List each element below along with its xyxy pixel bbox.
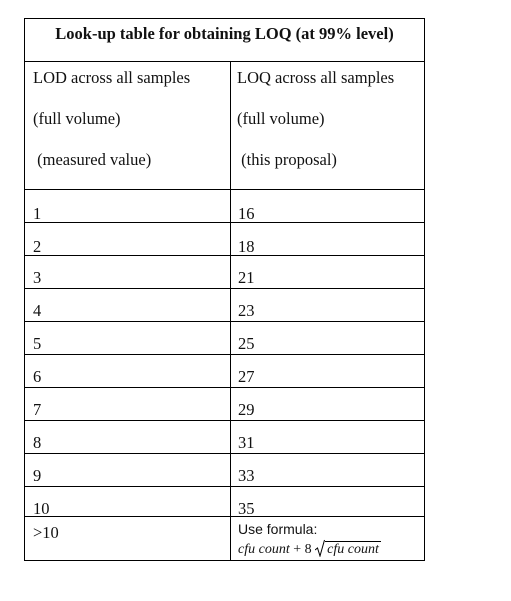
lod-cell: 6 <box>25 355 231 387</box>
header-loq-line-2: (full volume) <box>237 109 325 128</box>
table-row <box>25 454 424 487</box>
lod-cell: 2 <box>25 223 231 255</box>
table-title: Look-up table for obtaining LOQ (at 99% level) <box>25 19 424 62</box>
header-lod <box>25 62 231 190</box>
formula-root: cfu count <box>327 542 379 557</box>
header-loq <box>231 62 424 190</box>
loq-cell: 33 <box>238 466 255 485</box>
loq-cell: 21 <box>238 268 255 287</box>
loq-cell: 23 <box>238 301 255 320</box>
formula-label: Use formula: <box>238 521 318 537</box>
header-loq-line-1: LOQ across all samples <box>237 68 395 87</box>
lod-cell: 5 <box>25 322 231 354</box>
loq-formula-cell <box>231 517 424 560</box>
table-row <box>25 223 424 256</box>
loq-cell: 31 <box>238 433 255 452</box>
table-row <box>25 322 424 355</box>
table-row <box>25 487 424 517</box>
table-row <box>25 421 424 454</box>
lod-cell: 4 <box>25 289 231 321</box>
loq-formula <box>238 539 381 558</box>
formula-term: cfu count <box>238 542 290 557</box>
lod-cell: 3 <box>25 256 231 288</box>
loq-cell: 18 <box>238 237 255 256</box>
table-row <box>25 289 424 322</box>
table-row <box>25 388 424 421</box>
lod-cell: 7 <box>25 388 231 420</box>
header-lod-line-2: (full volume) <box>33 109 121 128</box>
loq-cell: 35 <box>238 499 255 518</box>
header-lod-line-3: (measured value) <box>33 150 152 169</box>
loq-cell: 27 <box>238 367 255 386</box>
lod-cell: 1 <box>25 190 231 222</box>
lod-cell: 8 <box>25 421 231 453</box>
square-root-icon <box>315 539 381 558</box>
loq-lookup-table <box>24 18 425 561</box>
formula-operator: + 8 <box>293 542 312 557</box>
loq-cell: 25 <box>238 334 255 353</box>
header-loq-line-3: (this proposal) <box>237 150 337 169</box>
table-row <box>25 190 424 223</box>
lod-cell: >10 <box>25 517 231 560</box>
loq-cell: 16 <box>238 204 255 223</box>
table-row <box>25 256 424 289</box>
header-lod-line-1: LOD across all samples <box>33 68 191 87</box>
loq-cell: 29 <box>238 400 255 419</box>
lod-cell: 9 <box>25 454 231 486</box>
table-row <box>25 355 424 388</box>
table-row-formula <box>25 517 424 560</box>
lod-cell: 10 <box>25 487 231 516</box>
